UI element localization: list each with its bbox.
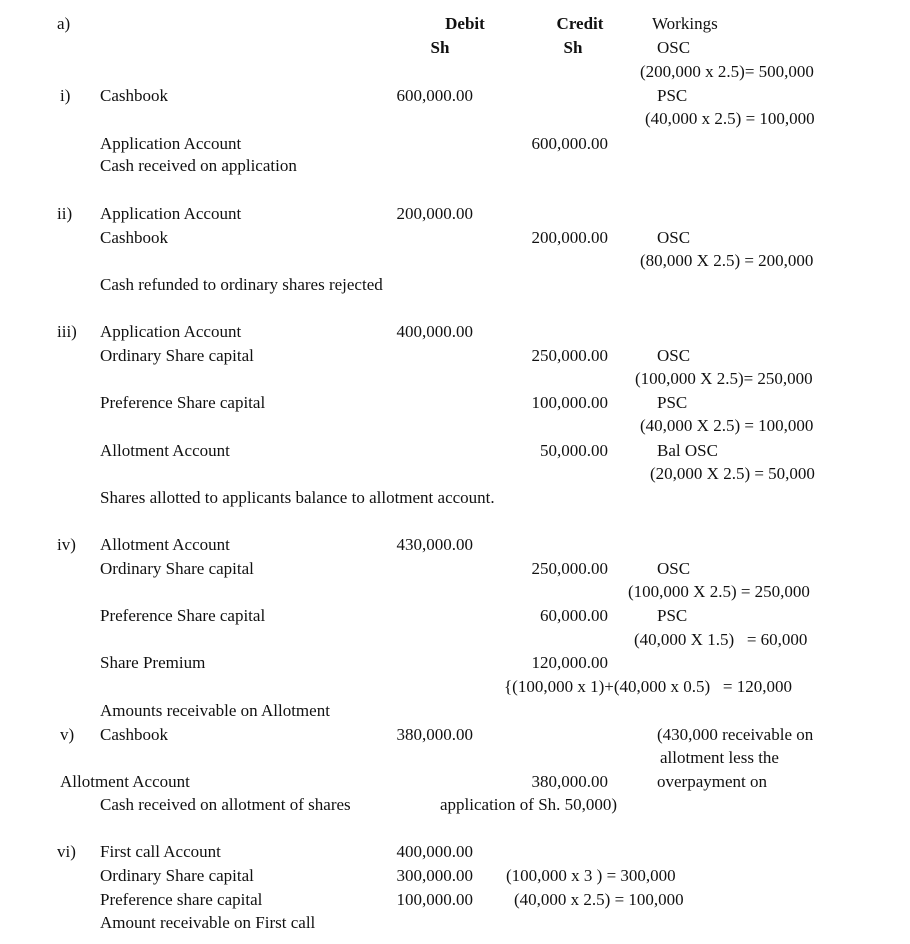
working-text: OSC — [657, 228, 691, 247]
working-text: OSC — [657, 38, 691, 57]
entry-number: i) — [60, 86, 71, 105]
credit-amount: 50,000.00 — [540, 441, 608, 460]
account-line: Cashbook — [100, 725, 168, 744]
working-text: (40,000 X 2.5) = 100,000 — [640, 416, 814, 435]
debit-amount: 400,000.00 — [396, 322, 473, 341]
debit-amount: 400,000.00 — [396, 842, 473, 861]
working-text: (40,000 x 2.5) = 100,000 — [645, 109, 815, 128]
credit-amount: 380,000.00 — [531, 772, 608, 791]
working-text: allotment less the — [660, 748, 779, 767]
narration: Amounts receivable on Allotment — [100, 701, 330, 720]
account-line: Cashbook — [100, 86, 168, 105]
credit-amount: 120,000.00 — [531, 653, 608, 672]
debit-amount: 600,000.00 — [396, 86, 473, 105]
working-text: (40,000 x 2.5) = 100,000 — [514, 890, 684, 909]
entry-number: ii) — [57, 204, 73, 223]
working-text: overpayment on — [657, 772, 767, 791]
credit-amount: 250,000.00 — [531, 346, 608, 365]
account-line: Preference Share capital — [100, 606, 266, 625]
credit-header: Credit — [556, 14, 604, 33]
debit-amount: 380,000.00 — [396, 725, 473, 744]
narration: Shares allotted to applicants balance to allotment account. — [100, 488, 495, 507]
credit-amount: 60,000.00 — [540, 606, 608, 625]
account-line: First call Account — [100, 842, 221, 861]
narration: Amount receivable on First call — [100, 913, 316, 932]
working-text: PSC — [657, 393, 688, 412]
working-text: Bal OSC — [657, 441, 718, 460]
debit-amount: 200,000.00 — [396, 204, 473, 223]
narration: Cash received on application — [100, 156, 297, 175]
debit-amount: 430,000.00 — [396, 535, 473, 554]
account-line: Preference Share capital — [100, 393, 266, 412]
narration: Cash refunded to ordinary shares rejected — [100, 275, 383, 294]
section-label: a) — [57, 14, 71, 33]
account-line: Application Account — [100, 204, 242, 223]
account-line: Ordinary Share capital — [100, 346, 254, 365]
working-text: PSC — [657, 606, 688, 625]
working-text: OSC — [657, 346, 691, 365]
credit-amount: 250,000.00 — [531, 559, 608, 578]
account-line: Preference share capital — [100, 890, 263, 909]
working-text: PSC — [657, 86, 688, 105]
entry-number: vi) — [57, 842, 76, 861]
entry-number: iv) — [57, 535, 76, 554]
working-text: (40,000 X 1.5) = 60,000 — [634, 630, 808, 649]
working-text: (430,000 receivable on — [657, 725, 814, 744]
workings-header: Workings — [652, 14, 718, 33]
account-line: Allotment Account — [60, 772, 190, 791]
credit-amount: 200,000.00 — [531, 228, 608, 247]
account-line: Allotment Account — [100, 441, 230, 460]
working-text: (80,000 X 2.5) = 200,000 — [640, 251, 814, 270]
amount: 300,000.00 — [396, 866, 473, 885]
account-line: Allotment Account — [100, 535, 230, 554]
account-line: Ordinary Share capital — [100, 866, 254, 885]
amount: 100,000.00 — [396, 890, 473, 909]
debit-header: Debit — [445, 14, 485, 33]
account-line: Ordinary Share capital — [100, 559, 254, 578]
account-line: Cashbook — [100, 228, 168, 247]
working-text: OSC — [657, 559, 691, 578]
account-line: Application Account — [100, 322, 242, 341]
credit-amount: 100,000.00 — [531, 393, 608, 412]
working-text: (200,000 x 2.5)= 500,000 — [640, 62, 814, 81]
debit-unit: Sh — [430, 38, 450, 57]
credit-unit: Sh — [563, 38, 583, 57]
working-text: (20,000 X 2.5) = 50,000 — [650, 464, 815, 483]
account-line: Application Account — [100, 134, 242, 153]
narration: Cash received on allotment of shares — [100, 795, 351, 814]
working-text: (100,000 X 2.5)= 250,000 — [635, 369, 813, 388]
working-text: (100,000 X 2.5) = 250,000 — [628, 582, 810, 601]
working-text: application of Sh. 50,000) — [440, 795, 618, 814]
account-line: Share Premium — [100, 653, 206, 672]
working-text: {(100,000 x 1)+(40,000 x 0.5) = 120,000 — [504, 677, 792, 696]
working-text: (100,000 x 3 ) = 300,000 — [506, 866, 676, 885]
credit-amount: 600,000.00 — [531, 134, 608, 153]
entry-number: iii) — [57, 322, 77, 341]
entry-number: v) — [60, 725, 75, 744]
